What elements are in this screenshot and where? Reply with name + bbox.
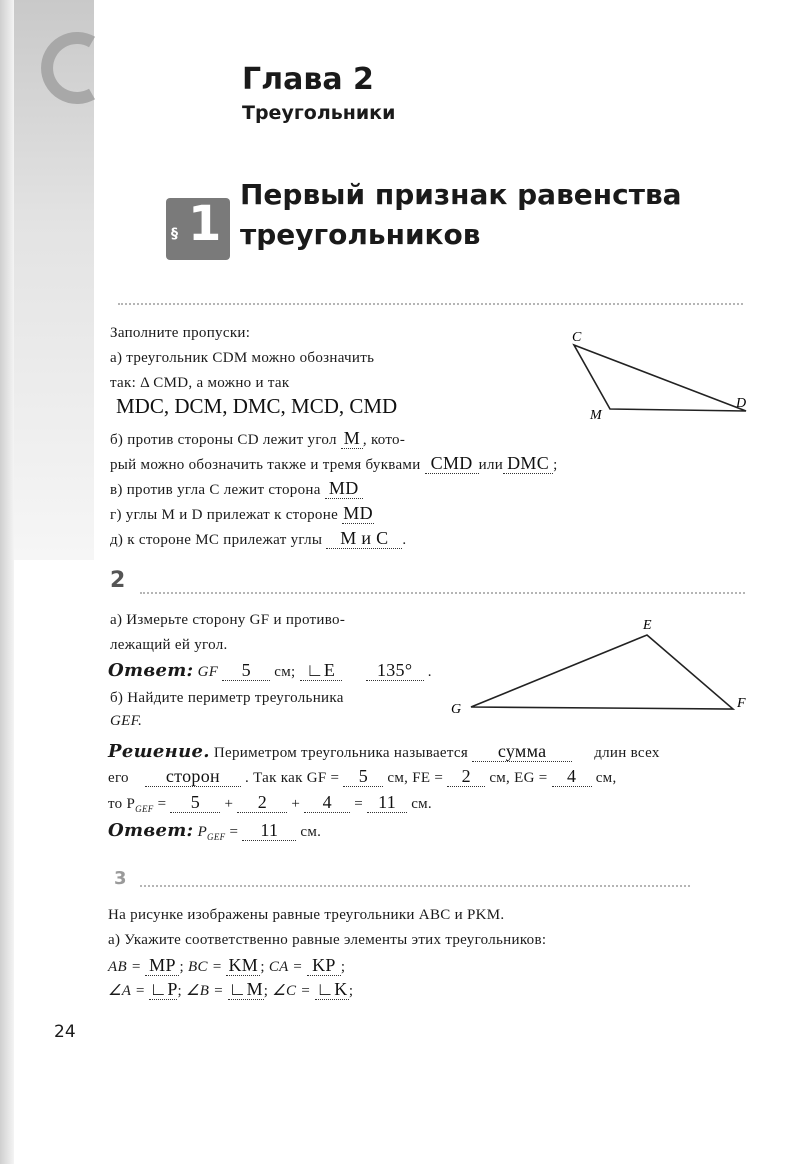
task1-b-line1 <box>110 428 405 449</box>
sep6: ; <box>348 983 354 999</box>
eq2: = <box>354 796 364 812</box>
angC-ans: ∟K <box>316 979 348 999</box>
b-line2-text: рый можно обозначить также и тремя буквами <box>110 457 421 473</box>
p-label: P <box>197 824 208 840</box>
sep5: ; <box>263 983 269 999</box>
section-title-line2: треугольников <box>240 218 481 251</box>
task3-angles-line <box>108 979 353 1000</box>
page-number: 24 <box>54 1022 76 1042</box>
answer2-line <box>108 820 321 842</box>
sol-ans1: сумма <box>472 741 572 762</box>
task3-a-text: а) Укажите соответственно равные элементы этих треугольников: <box>108 932 547 948</box>
task1-b-line2 <box>110 453 558 474</box>
task1-a-answer: MDC, DCM, DMC, MCD, CMD <box>116 394 398 418</box>
angA-ans: ∟P <box>149 979 178 999</box>
task2-b-line1: б) Найдите периметр треугольника <box>110 690 344 706</box>
task2-a-line1: а) Измерьте сторону GF и противо- <box>110 612 346 628</box>
sol-text1: Периметром треугольника называется <box>213 745 469 761</box>
sep3: ; <box>340 959 346 975</box>
task2-answer-line <box>108 660 432 681</box>
p2: 2 <box>237 792 287 813</box>
ab-ans: MP <box>145 955 179 976</box>
divider <box>140 592 745 594</box>
vertex-e: E <box>643 618 652 633</box>
vertex-m: M <box>590 408 602 423</box>
cm1: см, FE = <box>387 770 444 786</box>
vertex-d: D <box>736 396 747 411</box>
sol-ans2: сторон <box>145 766 241 787</box>
triangle-gef <box>471 635 733 709</box>
bc: BC = <box>188 959 223 975</box>
cm3: см, <box>595 770 617 786</box>
divider <box>140 885 690 887</box>
p-total: 11 <box>367 792 407 813</box>
triangle-cdm-figure <box>560 325 760 425</box>
angB-ans: ∟M <box>228 979 263 999</box>
ca-ans: KP <box>307 955 341 976</box>
vertex-f: F <box>737 696 746 711</box>
answer2-label: Ответ: <box>108 820 194 841</box>
b-text1: б) против стороны CD лежит угол <box>110 432 337 448</box>
ans-end: . <box>427 664 432 680</box>
bc-ans: KM <box>226 955 260 976</box>
p-ans: 11 <box>242 820 296 841</box>
task1-a-line2: так: Δ CMD, а можно и так <box>110 375 290 391</box>
ans-angle-val: 135° <box>366 660 424 681</box>
b-answer1: M <box>341 428 363 449</box>
p-cm: см. <box>300 824 322 840</box>
p-sub: GEF <box>207 832 226 842</box>
task2-number: 2 <box>110 568 126 593</box>
plus1: + <box>224 796 234 812</box>
solution-line2 <box>108 766 617 787</box>
task2-a-line2: лежащий ей угол. <box>110 637 228 653</box>
sep4: ; <box>177 983 182 999</box>
task2-b-line2: GEF. <box>110 713 143 729</box>
ca: CA = <box>268 959 303 975</box>
ans-cm: см; <box>274 664 296 680</box>
d-end: . <box>402 532 407 548</box>
sol-text3: . Так как GF = <box>244 770 340 786</box>
ans-angle: ∟E <box>300 660 342 681</box>
d-text: д) к стороне MC прилежат углы <box>110 532 323 548</box>
b-answer2: CMD <box>425 453 479 474</box>
task3-number: 3 <box>114 868 127 889</box>
task1-prompt: Заполните пропуски: <box>110 325 251 341</box>
answer-label: Ответ: <box>108 660 194 681</box>
b-text2: , кото- <box>362 432 406 448</box>
chapter-title: Глава 2 <box>242 62 374 97</box>
sep2: ; <box>260 959 265 975</box>
cm2: см, EG = <box>489 770 548 786</box>
d-answer: M и С <box>326 528 402 549</box>
eq: = <box>157 796 167 812</box>
section-number: 1 <box>188 196 222 252</box>
vertex-g: G <box>451 702 462 717</box>
b-answer3: DMC <box>503 453 553 474</box>
fe-val: 2 <box>447 766 485 787</box>
p1: 5 <box>170 792 220 813</box>
sol-text2: длин всех <box>594 745 660 761</box>
task3-sides-line <box>108 955 345 976</box>
b-end: ; <box>553 457 558 473</box>
v-text: в) против угла С лежит сторона <box>110 482 321 498</box>
vertex-c: C <box>572 330 582 345</box>
solution-line1 <box>108 741 660 762</box>
then: то P <box>108 796 136 812</box>
angA: ∠A = <box>108 983 146 999</box>
g-answer: MD <box>343 503 373 523</box>
margin-strip <box>0 0 14 1164</box>
then-sub: GEF <box>135 804 154 814</box>
p-eq: = <box>229 824 239 840</box>
b-or: или <box>478 457 504 473</box>
ans-gf-val: 5 <box>222 660 270 681</box>
triangle-cdm <box>574 345 746 411</box>
g-text: г) углы M и D прилежат к стороне <box>110 507 339 523</box>
ab: AB = <box>108 959 142 975</box>
p3: 4 <box>304 792 350 813</box>
plus2: + <box>291 796 301 812</box>
cm4: см. <box>411 796 432 812</box>
angB: ∠B = <box>186 983 224 999</box>
task1-d-line <box>110 528 406 549</box>
task1-v-line <box>110 478 363 499</box>
solution-line3 <box>108 792 432 814</box>
v-answer: MD <box>325 478 363 499</box>
angC: ∠C = <box>272 983 311 999</box>
sol-his: его <box>108 770 129 786</box>
gf-val: 5 <box>343 766 383 787</box>
ans-gf: GF <box>197 664 219 680</box>
task1-a-line1: а) треугольник CDM можно обозначить <box>110 350 375 366</box>
divider <box>118 303 743 305</box>
eg-val: 4 <box>552 766 592 787</box>
section-sign: § <box>171 226 178 242</box>
task1-g-line <box>110 503 374 524</box>
chapter-subtitle: Треугольники <box>242 102 396 124</box>
sep1: ; <box>179 959 184 975</box>
chapter-c-logo <box>40 28 100 108</box>
section-title-line1: Первый признак равенства <box>240 178 682 211</box>
triangle-gef-figure <box>445 615 755 720</box>
task3-intro: На рисунке изображены равные треугольники ABC и PKM. <box>108 907 505 923</box>
solution-label: Решение. <box>108 741 210 762</box>
